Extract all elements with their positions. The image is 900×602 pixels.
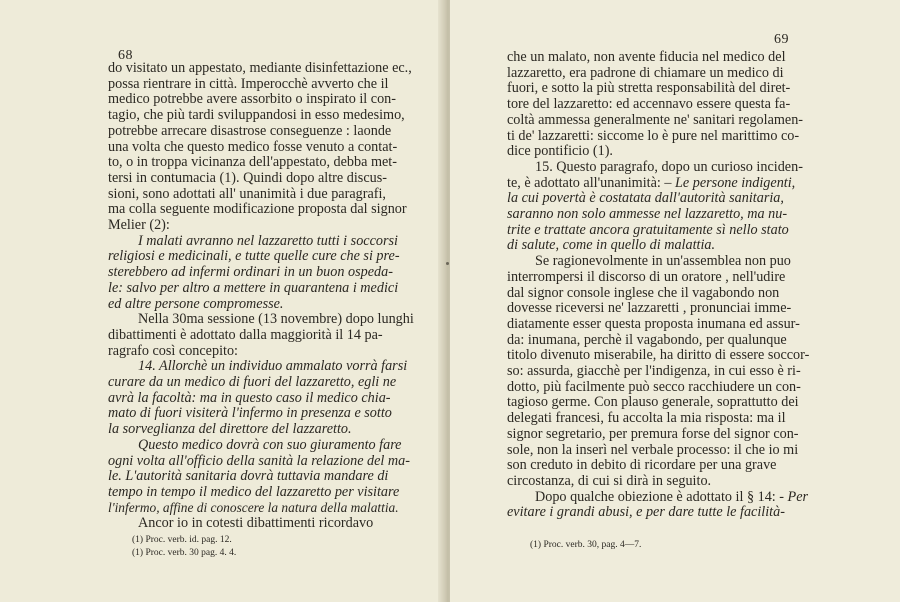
text-line-italic: Questo medico dovrà con suo giuramento fare [138,436,402,453]
text-line: do visitato un appestato, mediante disinfettazione ec., [108,60,412,76]
text-line-italic: mato di fuori visiterà l'infermo in presenza e sotto [108,405,392,422]
text-run: te, è adottato all'unanimità: – [507,174,676,191]
text-line: sioni, sono adottati all' unanimità i due paragrafi, [108,185,386,202]
text-line-italic: la sorveglianza del direttore del lazzaretto. [108,421,352,438]
text-line: diatamente esser questa proposta inumana ed assur- [507,315,800,332]
page-number-right: 69 [774,32,789,47]
text-line-italic: saranno non solo ammesse nel lazzaretto, ma nu- [507,206,788,222]
text-line: tagioso germe. Con plauso generale, soprattutto dei [507,394,799,411]
text-line: possa rientrare in città. Imperocchè avverto che il [108,75,389,92]
text-line: coltà ammessa generalmente ne' sanitari regolamen- [507,111,804,128]
text-line: che un malato, non avente fiducia nel medico del [507,49,786,65]
text-line-italic: le: salvo per altro a mettere in quarantena i medici [108,279,399,296]
text-line: fuori, e sotto la più stretta responsabilità del diret- [507,80,791,97]
text-line: tore del lazzaretto: ed accennavo essere questa fa- [507,96,791,113]
text-line-italic: ogni volta all'officio della sanità la relazione del ma- [108,452,410,469]
footnote: (1) Proc. verb. id. pag. 12. [132,535,232,545]
text-line: ti de' lazzaretti: siccome lo è pure nel marittimo co- [507,127,800,144]
text-line: ma colla seguente modificazione proposta dal signor [108,201,407,218]
text-line-italic: I malati avranno nel lazzaretto tutti i soccorsi [138,232,398,249]
text-line: dal signor console inglese che il vagabondo non [507,284,780,301]
text-line-italic: religiosi e medicinali, e tutte quelle cure che si pre- [108,248,400,265]
footnote: (1) Proc. verb. 30 pag. 4. 4. [132,548,237,558]
text-line-italic: la cui povertà è costatata dall'autorità sanitaria, [507,190,784,207]
text-line: dotto, più facilmente può secco racchiudere un con- [507,378,801,395]
text-line: dibattimenti è adottato dalla maggiorità il 14 pa- [108,326,383,343]
text-line: delegati francesi, fu accolta la mia risposta: ma il [507,410,786,427]
text-line: circostanza, di cui si dirà in seguito. [507,472,712,489]
text-line: sole, non la inserì nel verbale processo: il che io mi [507,441,799,458]
text-line-italic: di salute, come in quello di malattia. [507,237,716,254]
text-run: Dopo qualche obiezione è adottato il § 14: - [535,488,788,505]
text-line: da: inumana, perchè il vagabondo, per qualunque [507,331,787,348]
text-line-italic: ed altre persone compromesse. [108,295,284,312]
text-line: tersi in contumacia (1). Quindi dopo altre discus- [108,169,387,186]
text-line: Se ragionevolmente in un'assemblea non puo [535,253,791,270]
text-line-italic: sterebbero ad infermi ordinari in un buon ospeda- [108,264,393,281]
text-line-italic: le. L'autorità sanitaria dovrà tuttavia mandare di [108,468,389,485]
text-line: medico potrebbe avere assorbito o inspirato il con- [108,91,396,108]
text-line-italic: curare da un medico di fuori del lazzaretto, egli ne [108,374,397,390]
text-line: Melier (2): [108,217,170,233]
text-line: Ancor io in cotesti dibattimenti ricordavo [138,515,374,532]
text-line-italic: trite e trattate ancora gratuitamente sì nello stato [507,221,789,238]
text-line-italic: 14. Allorchè un individuo ammalato vorrà farsi [138,358,408,375]
text-line: signor segretario, per premura forse del signor con- [507,425,799,442]
text-run-italic: Per [787,488,809,505]
footnote: (1) Proc. verb. 30, pag. 4—7. [530,540,642,550]
text-line-italic: tempo in tempo il medico del lazzaretto per visitare [108,483,400,500]
text-run-italic: Le persone indigenti, [675,174,796,191]
text-line: titolo divenuto miserabile, ha diritto di essere soccor- [507,347,810,364]
text-line: lazzaretto, era padrone di chiamare un medico di [507,64,784,81]
text-line: Nella 30ma sessione (13 novembre) dopo lunghi [138,311,414,328]
page-number-left: 68 [118,48,133,63]
text-line: dice pontificio (1). [507,143,613,160]
text-line: interrompersi il discorso di un oratore , nell'udire [507,268,786,285]
text-line: potrebbe arrecare disastrose conseguenze : laonde [108,122,392,139]
text-line: tagio, che più tardi sviluppandosi in esso medesimo, [108,107,405,124]
text-line-italic: l'infermo, affine di conoscere la natura della malattia. [108,499,399,515]
text-line: to, o in troppa vicinanza dell'appestato, debba met- [108,154,397,171]
text-line: una volta che questo medico fosse venuto a contat- [108,138,398,155]
text-line: dovesse riceversi ne' lazzaretti , pronunciai imme- [507,300,792,317]
text-line-italic: avrà la facoltà: ma in questo caso il medico chia- [108,389,391,406]
text-line: 15. Questo paragrafo, dopo un curioso inciden- [535,158,803,175]
text-line: ragrafo così concepito: [108,342,238,359]
text-line: so: assurda, giacchè per l'indigenza, in cui esso è ri- [507,363,801,379]
text-line: son creduto in debito di ricordare per una grave [507,457,777,474]
text-line-italic: evitare i grandi abusi, e per dare tutte le facilità- [507,504,785,521]
